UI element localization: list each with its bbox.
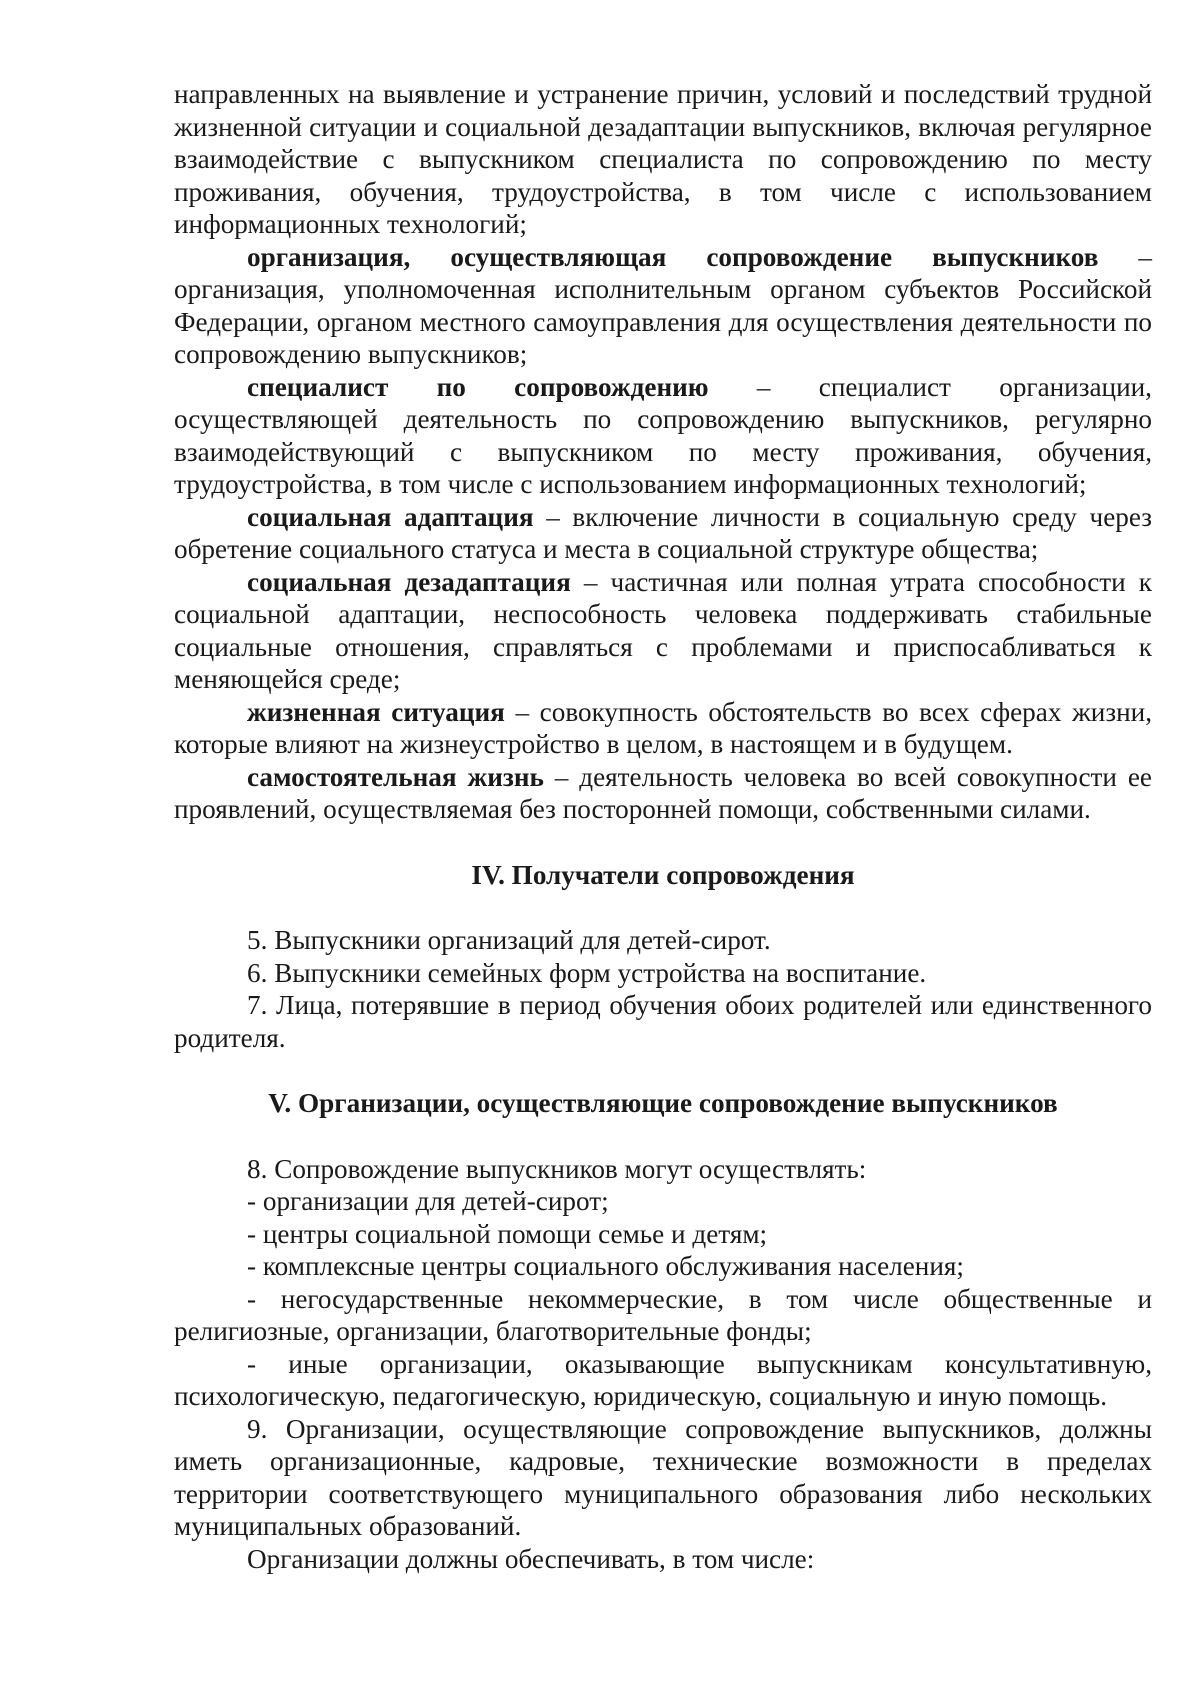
definition-paragraph bbox=[174, 371, 1152, 501]
definition-term: социальная дезадаптация bbox=[247, 566, 571, 597]
definition-text: – организация, уполномоченная исполнительным органом субъектов Российской Федерации, органом местного самоуправления для осуществления деятельности по сопровождению выпускников; bbox=[174, 241, 1153, 369]
definition-paragraph bbox=[174, 241, 1152, 371]
definition-text: – совокупность обстоятельств во всех сферах жизни, которые влияют на жизнеустройство в целом, в настоящем и в будущем. bbox=[174, 696, 1152, 759]
definition-paragraph bbox=[174, 696, 1152, 761]
definition-paragraph bbox=[174, 761, 1152, 826]
paragraph-9: 9. Организации, осуществляющие сопровождение выпускников, должны иметь организационные, кадровые, технические возможности в пределах территории соответствующего муниципального образования либо нескольких муниципальных образований. bbox=[174, 1413, 1152, 1541]
list-item: - центры социальной помощи семье и детям; bbox=[247, 1218, 768, 1249]
definition-paragraph bbox=[174, 566, 1152, 696]
document-page bbox=[174, 78, 1152, 1575]
paragraph-8-intro: 8. Сопровождение выпускников могут осуществлять: bbox=[247, 1153, 867, 1184]
list-item: 5. Выпускники организаций для детей-сирот. bbox=[247, 925, 771, 955]
definitions-continuation: направленных на выявление и устранение причин, условий и последствий трудной жизненной ситуации и социальной дезадаптации выпускников, включая регулярное взаимодействие с выпускником специалиста по сопровождению по месту проживания, обучения, трудоустройства, в том числе с использованием информационных технологий; bbox=[174, 79, 1152, 239]
definition-text: – специалист организации, осуществляющей деятельность по сопровождению выпускников, регулярно взаимодействующий с выпускником по месту проживания, обучения, трудоустройства, в том числе с использованием информационных технологий; bbox=[174, 371, 1152, 499]
definition-term: специалист по сопровождению bbox=[247, 371, 709, 402]
definition-term: организация, осуществляющая сопровождение выпускников bbox=[247, 241, 1099, 272]
list-item: - негосударственные некоммерческие, в том числе общественные и религиозные, организации, благотворительные фонды; bbox=[174, 1283, 1152, 1346]
section-heading-organizations: V. Организации, осуществляющие сопровождение выпускников bbox=[268, 1088, 1058, 1118]
definition-text: – деятельность человека во всей совокупности ее проявлений, осуществляемая без посторонней помощи, собственными силами. bbox=[174, 761, 1152, 824]
closing-paragraph: Организации должны обеспечивать, в том числе: bbox=[247, 1543, 815, 1574]
list-item: 6. Выпускники семейных форм устройства на воспитание. bbox=[247, 957, 927, 988]
definition-text: – включение личности в социальную среду через обретение социального статуса и места в социальной структуре общества; bbox=[174, 501, 1152, 564]
definition-paragraph bbox=[174, 501, 1152, 566]
definition-term: самостоятельная жизнь bbox=[247, 761, 544, 792]
list-item: - иные организации, оказывающие выпускникам консультативную, психологическую, педагогическую, юридическую, социальную и иную помощь. bbox=[174, 1348, 1152, 1411]
section-heading-recipients: IV. Получатели сопровождения bbox=[471, 859, 855, 890]
definition-term: социальная адаптация bbox=[247, 501, 534, 532]
definition-term: жизненная ситуация bbox=[247, 696, 505, 727]
list-item: - организации для детей-сирот; bbox=[247, 1186, 609, 1216]
list-item: 7. Лица, потерявшие в период обучения обоих родителей или единственного родителя. bbox=[174, 990, 1152, 1053]
definition-text: – частичная или полная утрата способности к социальной адаптации, неспособность человека поддерживать стабильные социальные отношения, справляться с проблемами и приспосабливаться к меняющейся среде; bbox=[174, 566, 1152, 694]
list-item: - комплексные центры социального обслуживания населения; bbox=[247, 1251, 964, 1281]
